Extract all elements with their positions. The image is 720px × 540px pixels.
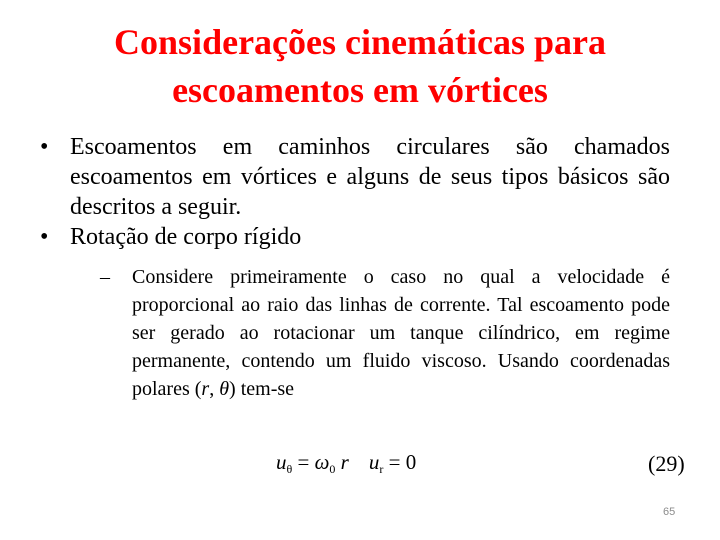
eq-u-theta: u xyxy=(276,450,287,474)
title-line-2: escoamentos em vórtices xyxy=(172,70,548,110)
bullet-marker: • xyxy=(40,134,49,160)
bullet-text: Rotação de corpo rígido xyxy=(70,224,302,250)
sub-bullet-item xyxy=(100,263,670,403)
comma: , xyxy=(209,378,220,400)
bullet-text: Escoamentos em caminhos circulares são chamados escoamentos em vórtices e alguns de seus tipos básicos são descritos a seguir. xyxy=(70,134,670,220)
eq-zero-subscript: 0 xyxy=(329,462,336,476)
eq-r: r xyxy=(335,450,349,474)
sub-bullet-marker: – xyxy=(100,266,110,288)
variable-theta: θ xyxy=(219,378,230,400)
equation xyxy=(276,447,416,484)
eq-omega: ω xyxy=(314,450,330,474)
eq-equals: = xyxy=(292,450,315,474)
equation-number: (29) xyxy=(648,451,685,476)
variable-r: r xyxy=(201,378,210,400)
sub-bullet-text: Considere primeiramente o caso no qual a velocidade é proporcional ao raio das linhas de corrente. Tal escoamento pode ser gerado ao rotacionar um tanque cilíndrico, em regime permanente, contendo um fluido viscoso. Usando coordenadas polares ( xyxy=(132,266,670,400)
eq-theta-subscript: θ xyxy=(286,462,293,476)
eq-u-r: u xyxy=(368,450,380,474)
sub-bullet-text-end: ) tem-se xyxy=(229,378,295,400)
eq-r-subscript: r xyxy=(379,462,384,476)
title-line-1: Considerações cinemáticas para xyxy=(114,22,606,62)
bullet-list xyxy=(40,132,670,403)
bullet-item xyxy=(40,132,670,222)
page-number: 65 xyxy=(663,506,676,518)
bullet-marker: • xyxy=(40,224,49,250)
bullet-item xyxy=(40,222,670,403)
slide-title xyxy=(40,18,680,114)
eq-equals-zero: = 0 xyxy=(383,450,417,474)
